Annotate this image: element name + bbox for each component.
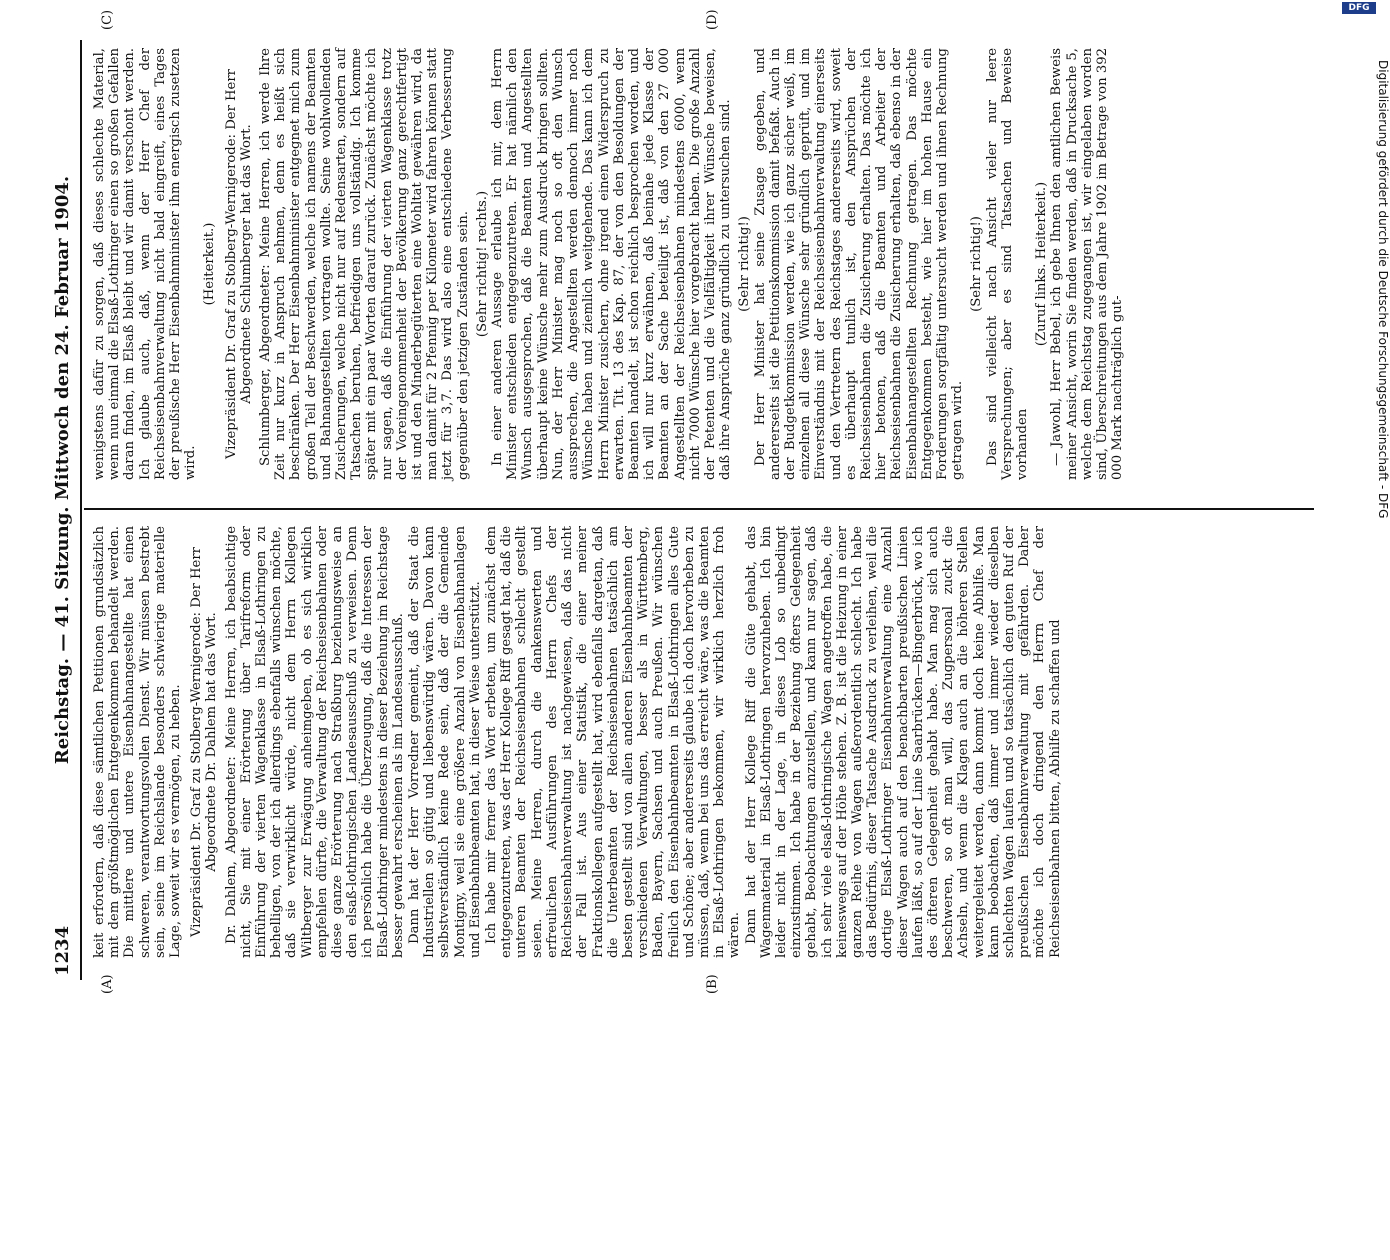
- paragraph: Dann hat der Herr Kollege Riff die Güte gehabt, das Wagenmaterial in Elsaß-Lothringen hervorzuheben. Ich bin leider nicht in der Lage, in dieses Lob so unbedingt einzustimmen. Ich habe in der Beziehung öfters Gelegenheit gehabt, Beobachtungen anzustellen, und kann nur sagen, daß ich sehr viele elsaß-lothringische Wagen angetroffen habe, die keineswegs auf der Höhe stehen. Z. B. ist die Heizung in einer ganzen Reihe von Wagen außerordentlich schlecht. Ich habe das Bedürfnis, dieser Tatsache Ausdruck zu verleihen, weil die dortige Elsaß-Lothringer Eisenbahnverwaltung eine Anzahl dieser Wagen auch auf den benachbarten preußischen Linien laufen läßt, so auf der Linie Saarbrücken—Bingerbrück, wo ich des öfteren Gelegenheit gehabt habe. Man mag sich auch beschweren, so oft man will, das Zugpersonal zuckt die Achseln, und wenn die Klagen auch an die höheren Stellen weitergeleitet werden, dann kommt doch keine Abhilfe. Man kann beobachten, daß immer und immer wieder dieselben schlechten Wagen laufen und so tatsächlich den guten Ruf der preußischen Eisenbahnverwaltung mit gefährden. Daher möchte ich doch dringend den Herrn Chef der Reichseisenbahnen bitten, Abhilfe zu schaffen und: [743, 526, 1063, 958]
- paragraph: wenigstens dafür zu sorgen, daß dieses schlechte Material, wenn nun einmal die Elsaß-Lothringer einen so großen Gefallen daran finden, im Elsaß bleibt und wir damit verschont werden. Ich glaube auch, daß, wenn der Herr Chef der Reichseisenbahnverwaltung nicht bald eingreift, eines Tages der preußische Herr Eisenbahnminister ihm energisch zusetzen wird.: [92, 48, 199, 480]
- paragraph: Der Herr Minister hat seine Zusage gegeben, und andererseits ist die Petitionskommission damit befaßt. Auch in der Budgetkommission werden, wie ich ganz sicher weiß, im einzelnen all diese Wünsche sehr gründlich geprüft, und im Einverständnis mit der Reichseisenbahnverwaltung einerseits und den Vertretern des Reichstages andererseits wird, soweit es überhaupt tunlich ist, den Ansprüchen der Reichseisenbahnen die Zusicherung erhalten. Das möchte ich hier betonen, daß die Beamten und Arbeiter der Reichseisenbahnen die Zusicherung erhalten, daß ebenso in der Eisenbahnangestellten Rechnung getragen. Das möchte Entgegenkommen besteht, wie hier im hohen Hause ein Forderungen sorgfältig untersucht werden und ihnen Rechnung getragen wird.: [752, 48, 966, 480]
- chair-call: Vizepräsident Dr. Graf zu Stolberg-Wernigerode: Der Herr Abgeordnete Schlumberger hat das Wort.: [223, 69, 254, 459]
- credit-text: Digitalisierung gefördert durch die Deutsche Forschungsgemeinschaft - DFG: [1376, 60, 1390, 519]
- reaction: (Sehr richtig!): [969, 216, 985, 312]
- column-rule: [84, 508, 1314, 510]
- reaction: (Zuruf links. Heiterkeit.): [1034, 181, 1050, 347]
- session-header: Reichstag. — 41. Sitzung. Mittwoch den 24. Februar 1904.: [52, 175, 73, 765]
- paragraph: Schlumberger, Abgeordneter: Meine Herren, ich werde Ihre Zeit nur kurz in Anspruch nehmen, denn es heißt sich beschränken. Der Herr Eisenbahnminister entgegnet mich zum großen Teil der Beschwerden, welche ich namens der Beamten und Bahnangestellten vortragen wollte. Seine wohlwollenden Zusicherungen, welche nicht nur auf Redensarten, sondern auf Tatsachen beruhen, befriedigen uns vollständig. Ich komme später mit ein paar Worten darauf zurück. Zunächst möchte ich nur sagen, daß die Einführung der vierten Wagenklasse trotz der Voreingenommenheit der Bevölkerung ganz gerechtfertigt ist und den Minderbegüterten eine Wohltat gewähren wird, da man damit für 2 Pfennig per Kilometer wird fahren können statt jetzt für 3,7. Das wird also eine entschiedene Verbesserung gegenüber den jetzigen Zuständen sein.: [258, 48, 471, 480]
- paragraph: Dr. Dahlem, Abgeordneter: Meine Herren, ich beabsichtige nicht, Sie mit einer Erörterung über Tarifreform oder Einführung der vierten Wagenklasse in Elsaß-Lothringen zu behelligen, von der ich allerdings ebenfalls wünschen möchte, daß sie verwirklicht würde, nicht dem Herrn Kollegen Wiltberger zur Erwägung anheimgeben, ob es sich wirklich empfehlen dürfte, die Verwaltung der Reichseisenbahnen oder diese ganze Erörterung nach Straßburg beziehungsweise an den elsaß-lothringischen Landesausschuß zu verweisen. Denn ich persönlich habe die Überzeugung, daß die Interessen der Elsaß-Lothringer mindestens in dieser Beziehung im Reichstage besser gewahrt erscheinen als im Landesausschuß.: [223, 526, 406, 958]
- margin-marker-c: (C): [100, 9, 115, 30]
- page-number: 1234: [52, 925, 73, 976]
- reaction: (Sehr richtig!): [737, 216, 753, 312]
- paragraph: Das sind vielleicht nach Ansicht vieler nur leere Versprechungen; aber es sind Tatsachen und Beweise vorhanden: [984, 48, 1030, 480]
- dfg-logo-badge: DFG: [1342, 2, 1376, 14]
- margin-marker-a: (A): [100, 974, 115, 994]
- chair-call: Vizepräsident Dr. Graf zu Stolberg-Wernigerode: Der Herr Abgeordnete Dr. Dahlem hat das Wort.: [189, 547, 220, 937]
- paragraph: In einer anderen Aussage erlaube ich mir, dem Herrn Minister entschieden entgegenzutreten. Er hat nämlich den Wunsch ausgesprochen, daß die Beamten und Angestellten überhaupt keine Wünsche mehr zum Ausdruck bringen sollten. Nun, der Herr Minister mag noch so oft den Wunsch aussprechen, die Angestellten werden dennoch immer noch Wünsche haben und ziemlich weitgehende. Das kann ich dem Herrn Minister zusichern, ohne irgend einen Widerspruch zu erwarten. Tit. 13 des Kap. 87, der von den Besoldungen der Beamten handelt, ist schon reichlich besprochen worden, und ich will nur kurz erwähnen, daß beinahe jede Klasse der Beamten an der Sache beteiligt ist, daß von den 27 000 Angestellten der Reichseisenbahnen mindestens 6000, wenn nicht 7000 Wünsche hier vorgebracht haben. Die große Anzahl der Petenten und die Vielfältigkeit ihrer Wünsche beweisen, daß ihre Ansprüche ganz gründlich zu untersuchen sind.: [490, 48, 734, 480]
- left-column: [92, 526, 1064, 958]
- reaction: (Heiterkeit.): [202, 222, 218, 306]
- paragraph: Dann hat der Herr Vorredner gemeint, daß der Staat die Industriellen so gütig und liebenswürdig wären. Davon kann selbstverständlich keine Rede sein, daß der die Gemeinde Montigny, weil sie eine größere Anzahl von Eisenbahnanlagen und Eisenbahnbeamten hat, in dieser Weise unterstützt.: [407, 526, 483, 958]
- paragraph: — Jawohl, Herr Bebel, ich gebe Ihnen den amtlichen Beweis meiner Ansicht, worin Sie finden werden, daß in Drucksache 5, welche dem Reichstag zugegangen ist, wir eingelaben worden sind, Überschreitungen aus dem Jahre 1902 im Betrage von 392 000 Mark nachträglich gut-: [1049, 48, 1126, 480]
- margin-marker-d: (D): [705, 9, 720, 30]
- margin-marker-b: (B): [705, 974, 720, 994]
- paragraph: keit erfordern, daß diese sämtlichen Petitionen grundsätzlich mit dem größtmöglichen Entgegenkommen behandelt werden. Die mittlere und untere Eisenbahnangestellte hat einen schweren, verantwortungsvollen Dienst. Wir müssen bestrebt sein, seine im Reichslande besonders schwierige materielle Lage, soweit wir es vermögen, zu heben.: [92, 526, 184, 958]
- paragraph: Ich habe mir ferner das Wort erbeten, um zunächst dem entgegenzutreten, was der Herr Kollege Riff gesagt hat, daß die unteren Beamten der Reichseisenbahnen schlecht gestellt seien. Meine Herren, durch die dankenswerten und erfreulichen Ausführungen des Herrn Chefs der Reichseisenbahnverwaltung ist nachgewiesen, daß das nicht der Fall ist. Aus einer Statistik, die einer meiner Fraktionskollegen aufgestellt hat, wird ebenfalls dargetan, daß die Unterbeamten der Reichseisenbahnen tatsächlich am besten gestellt sind von allen anderen Eisenbahnbeamten der verschiedenen Verwaltungen, besser als in Württemberg, Baden, Bayern, Sachsen und auch Preußen. Wir wünschen freilich den Eisenbahnbeamten in Elsaß-Lothringen alles Gute und Schöne; aber andererseits glaube ich doch hervorheben zu müssen, daß, wenn bei uns das erreicht wäre, was die Beamten in Elsaß-Lothringen bekommen, wir wirklich herzlich froh wären.: [484, 526, 743, 958]
- right-column: [92, 48, 1126, 480]
- header-rule: [80, 40, 82, 980]
- reaction: (Sehr richtig! rechts.): [474, 190, 490, 338]
